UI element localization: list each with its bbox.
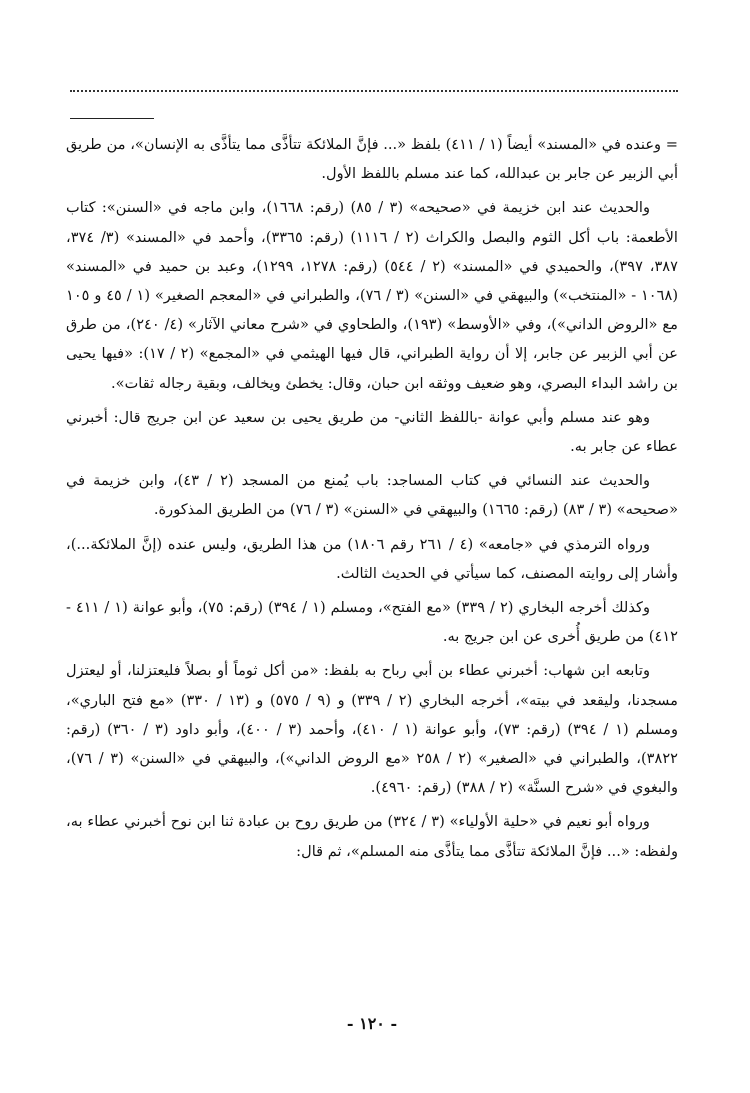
page [66, 90, 678, 1050]
paragraph-8: ورواه أبو نعيم في «حلية الأولياء» (٣ / ٣٢٤) من طريق روح بن عبادة ثنا ابن نوح أخبرني عطاء به، ولفظه: «... فإنَّ الملائكة تتأذَّى مما يتأذَّى منه المسلم»، ثم قال: [66, 813, 678, 860]
paragraph-4: والحديث عند النسائي في كتاب المساجد: باب يُمنع من المسجد (٢ / ٤٣)، وابن خزيمة في «صحيحه» (٣ / ٨٣) (رقم: ١٦٦٥) والبيهقي في «السنن» (٣ / ٧٦) من الطريق المذكورة. [66, 472, 678, 519]
footnote-text [66, 130, 678, 871]
dotted-separator [70, 90, 678, 106]
paragraph-3: وهو عند مسلم وأبي عوانة -باللفظ الثاني- من طريق يحيى بن سعيد عن ابن جريج قال: أخبرني عطاء عن جابر به. [66, 408, 678, 456]
page-number: - ١٢٠ - [346, 1014, 398, 1033]
paragraph-6: وكذلك أخرجه البخاري (٢ / ٣٣٩) «مع الفتح»، ومسلم (١ / ٣٩٤) (رقم: ٧٥)، وأبو عوانة (١ / ٤١١ - ٤١٢) من طريق أُخرى عن ابن جريج به. [66, 599, 678, 646]
paragraph-1: = وعنده في «المسند» أيضاً (١ / ٤١١) بلفظ «... فإنَّ الملائكة تتأذَّى مما يتأذَّى به الإنسان»، من طريق أبي الزبير عن جابر بن عبدالله، كما عند مسلم باللفظ الأول. [66, 136, 678, 183]
paragraph-7: وتابعه ابن شهاب: أخبرني عطاء بن أبي رباح به بلفظ: «من أكل ثوماً أو بصلاً فليعتزلنا، أو ليعتزل مسجدنا، وليقعد في بيته»، أخرجه البخاري (٢ / ٣٣٩) و (٩ / ٥٧٥) و (١٣ / ٣٣٠) «مع فتح الباري»، ومسلم (١ / ٣٩٤) (رقم: ٧٣)، وأبو عوانة (١ / ٤١٠)، وأحمد (٣ / ٤٠٠)، وأبو داود (٣ / ٣٦٠) (رقم: ٣٨٢٢)، والطبراني في «الصغير» (٢ / ٢٥٨ «مع الروض الداني»)، والبيهقي في «السنن» (٣ / ٧٦)، والبغوي في «شرح السنَّة» (٢ / ٣٨٨) (رقم: ٤٩٦٠). [66, 662, 679, 797]
paragraph-5: ورواه الترمذي في «جامعه» (٤ / ٢٦١ رقم ١٨٠٦) من هذا الطريق، وليس عنده (إنَّ الملائكة...)، وأشار إلى روايته المصنف، كما سيأتي في الحديث الثالث. [66, 535, 678, 582]
paragraph-2: والحديث عند ابن خزيمة في «صحيحه» (٣ / ٨٥) (رقم: ١٦٦٨)، وابن ماجه في «السنن»: كتاب الأطعمة: باب أكل الثوم والبصل والكراث (٢ / ١١١٦) (رقم: ٣٣٦٥)، وأحمد في «المسند» (٣/ ٣٧٤، ٣٨٧، ٣٩٧)، والحميدي في «المسند» (٢ / ٥٤٤) (رقم: ١٢٧٨، ١٢٩٩)، وعبد بن حميد في «المسند» (١٠٦٨ - «المنتخب») والبيهقي في «السنن» (٣ / ٧٦)، والطبراني في «المعجم الصغير» (١ / ٤٥ و ١٠٥ مع «الروض الداني»)، وفي «الأوسط» (١٩٣)، والطحاوي في «شرح معاني الآثار» (٤/ ٢٤٠)، من طرق عن أبي الزبير عن جابر، إلا أن رواية الطبراني، قال فيها الهيثمي في «المجمع» (٢ / ١٧): «فيها يحيى بن راشد البداء البصري، وهو ضعيف ووثقه ابن حبان، وقال: يخطئ ويخالف، وبقية رجاله ثقات». [66, 199, 679, 392]
footnote-rule [70, 118, 154, 119]
